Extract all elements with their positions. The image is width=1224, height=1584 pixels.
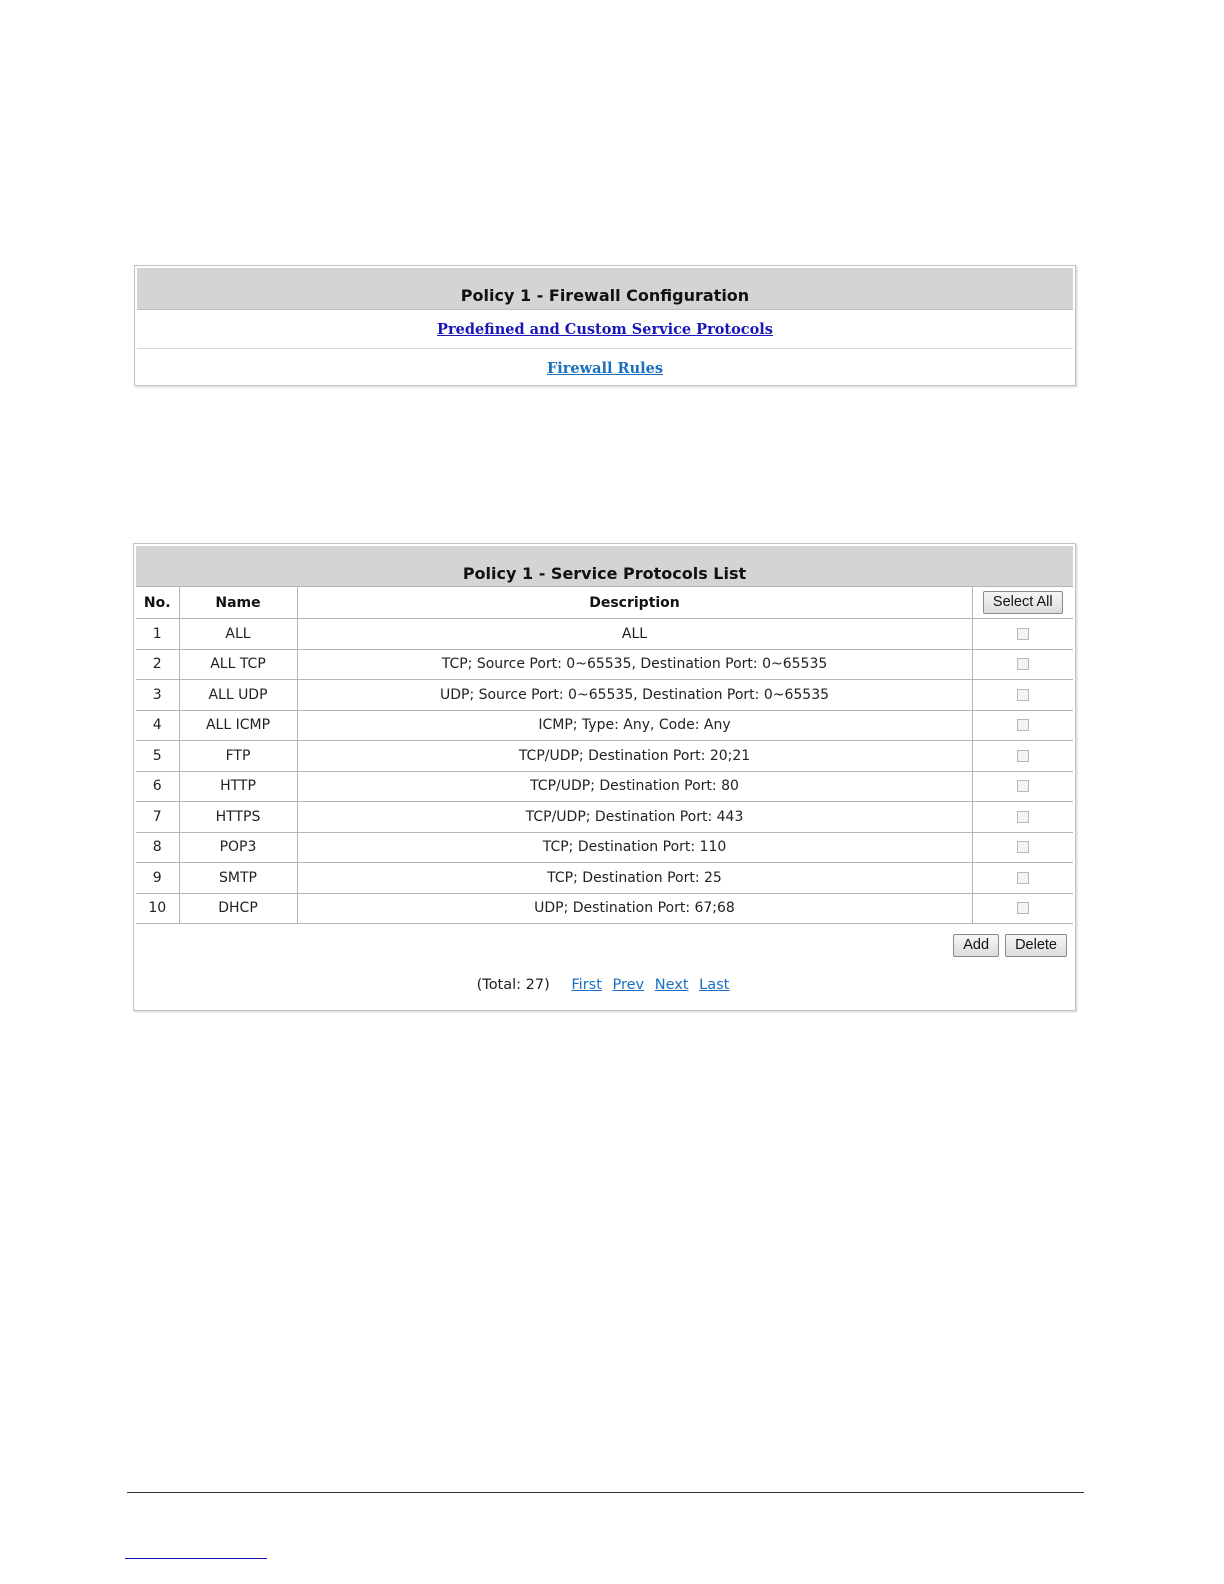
- cell-no: 1: [136, 619, 179, 650]
- cell-name: ALL UDP: [179, 680, 297, 711]
- cell-description: TCP; Destination Port: 110: [297, 832, 972, 863]
- cell-description: TCP/UDP; Destination Port: 443: [297, 802, 972, 833]
- pagination: [134, 977, 1075, 993]
- cell-description: TCP; Source Port: 0~65535, Destination Port: 0~65535: [297, 649, 972, 680]
- service-protocols-link[interactable]: Predefined and Custom Service Protocols: [437, 320, 773, 338]
- cell-name: ALL ICMP: [179, 710, 297, 741]
- row-select-checkbox[interactable]: [1017, 658, 1029, 670]
- column-header-select: [972, 587, 1073, 619]
- service-protocols-header: [136, 546, 1073, 586]
- cell-no: 3: [136, 680, 179, 711]
- row-select-checkbox[interactable]: [1017, 689, 1029, 701]
- table-row: [136, 710, 1073, 741]
- cell-no: 4: [136, 710, 179, 741]
- firewall-config-panel: [134, 265, 1076, 386]
- row-select-checkbox[interactable]: [1017, 780, 1029, 792]
- cell-no: 2: [136, 649, 179, 680]
- cell-select: [972, 771, 1073, 802]
- cell-select: [972, 893, 1073, 924]
- service-protocols-panel: [133, 543, 1076, 1011]
- cell-name: ALL TCP: [179, 649, 297, 680]
- cell-no: 8: [136, 832, 179, 863]
- table-row: [136, 863, 1073, 894]
- row-select-checkbox[interactable]: [1017, 872, 1029, 884]
- table-row: [136, 832, 1073, 863]
- cell-name: DHCP: [179, 893, 297, 924]
- firewall-rules-row: [137, 349, 1073, 387]
- row-select-checkbox[interactable]: [1017, 902, 1029, 914]
- firewall-rules-link[interactable]: Firewall Rules: [546, 359, 664, 377]
- firewall-config-header: [137, 268, 1073, 310]
- service-protocols-row: [137, 310, 1073, 349]
- cell-description: TCP/UDP; Destination Port: 20;21: [297, 741, 972, 772]
- column-header-name: Name: [179, 587, 297, 619]
- cell-select: [972, 680, 1073, 711]
- table-row: [136, 741, 1073, 772]
- cell-select: [972, 863, 1073, 894]
- cell-select: [972, 619, 1073, 650]
- row-select-checkbox[interactable]: [1017, 628, 1029, 640]
- cell-no: 7: [136, 802, 179, 833]
- cell-select: [972, 710, 1073, 741]
- cell-name: SMTP: [179, 863, 297, 894]
- cell-select: [972, 741, 1073, 772]
- cell-name: POP3: [179, 832, 297, 863]
- service-protocols-table: [136, 586, 1073, 924]
- column-header-description: Description: [297, 587, 972, 619]
- cell-select: [972, 649, 1073, 680]
- cell-no: 6: [136, 771, 179, 802]
- column-header-no: No.: [136, 587, 179, 619]
- table-row: [136, 771, 1073, 802]
- table-row: [136, 802, 1073, 833]
- cell-name: ALL: [179, 619, 297, 650]
- cell-name: HTTPS: [179, 802, 297, 833]
- row-select-checkbox[interactable]: [1017, 811, 1029, 823]
- firewall-config-title: Policy 1 - Firewall Configuration: [460, 286, 750, 305]
- pager-first-link[interactable]: First: [571, 977, 602, 993]
- cell-description: ICMP; Type: Any, Code: Any: [297, 710, 972, 741]
- cell-select: [972, 802, 1073, 833]
- cell-name: HTTP: [179, 771, 297, 802]
- row-actions: [953, 934, 1067, 957]
- cell-description: UDP; Destination Port: 67;68: [297, 893, 972, 924]
- cell-select: [972, 832, 1073, 863]
- row-select-checkbox[interactable]: [1017, 719, 1029, 731]
- delete-button[interactable]: Delete: [1005, 934, 1067, 957]
- row-select-checkbox[interactable]: [1017, 750, 1029, 762]
- cell-no: 9: [136, 863, 179, 894]
- table-header-row: [136, 587, 1073, 619]
- pager-next-link[interactable]: Next: [654, 977, 689, 993]
- table-body: [136, 619, 1073, 924]
- row-select-checkbox[interactable]: [1017, 841, 1029, 853]
- pager-last-link[interactable]: Last: [699, 977, 730, 993]
- cell-name: FTP: [179, 741, 297, 772]
- pager-prev-link[interactable]: Prev: [612, 977, 645, 993]
- cell-no: 10: [136, 893, 179, 924]
- cell-description: ALL: [297, 619, 972, 650]
- table-row: [136, 619, 1073, 650]
- table-row: [136, 680, 1073, 711]
- cell-description: TCP; Destination Port: 25: [297, 863, 972, 894]
- table-row: [136, 893, 1073, 924]
- page-footer-divider: [127, 1492, 1084, 1493]
- footnote-divider: [125, 1558, 267, 1559]
- service-protocols-title: Policy 1 - Service Protocols List: [462, 564, 747, 583]
- total-count: (Total: 27): [476, 977, 550, 993]
- add-button[interactable]: Add: [953, 934, 999, 957]
- cell-description: UDP; Source Port: 0~65535, Destination Port: 0~65535: [297, 680, 972, 711]
- table-row: [136, 649, 1073, 680]
- cell-description: TCP/UDP; Destination Port: 80: [297, 771, 972, 802]
- cell-no: 5: [136, 741, 179, 772]
- select-all-button[interactable]: Select All: [983, 591, 1063, 614]
